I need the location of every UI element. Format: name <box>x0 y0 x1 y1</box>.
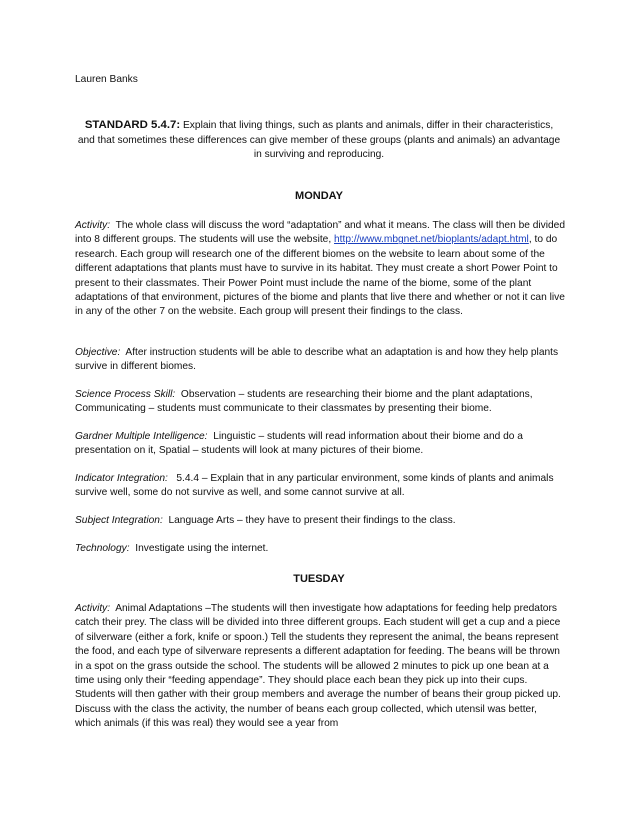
technology-text: Investigate using the internet. <box>135 543 269 554</box>
biome-website-link[interactable]: http://www.mbgnet.net/bioplants/adapt.html <box>334 234 529 246</box>
monday-objective <box>75 346 565 375</box>
author-name: Lauren Banks <box>75 74 138 85</box>
standard-label: STANDARD 5.4.7: <box>84 119 181 131</box>
tuesday-activity-label: Activity: <box>75 603 111 614</box>
indicator-label: Indicator Integration: <box>75 473 168 484</box>
science-process-label: Science Process Skill: <box>75 389 176 400</box>
monday-indicator <box>75 472 565 501</box>
standard-text: Explain that living things, such as plants and animals, differ in their characteristics, and that sometimes these differences can give member of these groups (plants and animals) an advantage in surviving and reproducing. <box>77 120 561 161</box>
tuesday-activity-text: Animal Adaptations –The students will then investigate how adaptations for feeding help predators catch their prey. The class will be divided into three different groups. Each student will get a cup and a piece of silverware (either a fork, knife or spoon.) Tell the students they represent the animal, the beans represent the food, and each type of silverware represents a different adaptation for feeding. The beans will be thrown in a spot on the grass outside the school. The students will be allowed 2 minutes to pick up one bean at a time using only their “feeding appendage”. They should place each bean they pick up into their cups. Students will then gather with their group members and average the number of beans their group picked up. Discuss with the class the activity, the number of beans each group collected, which utensil was better, which animals (if this was real) they would see a year from <box>75 603 561 730</box>
indicator-text: 5.4.4 – Explain that in any particular environment, some kinds of plants and animals survive well, some do not survive as well, and some cannot survive at all. <box>75 473 554 499</box>
activity-label: Activity: <box>75 220 111 231</box>
monday-subject <box>75 514 565 528</box>
gardner-text: Linguistic – students will read information about their biome and do a presentation on it, Spatial – students will look at many pictures of their biome. <box>75 431 523 457</box>
activity-text-rest: , to do research. Each group will research one of the different biomes on the website to learn about some of the different adaptations that plants must have to survive in its habitat. They must create a short Power Point to present to their classmates. Their Power Point must include the name of the biome, some of the plant adaptations of that environment, pictures of the biome and plants that live there and whether or not it can live in any of the other 7 on the website. Each group will present their findings to the class. <box>75 234 565 318</box>
objective-text: After instruction students will be able to describe what an adaptation is and how they help plants survive in different biomes. <box>75 347 559 373</box>
subject-text: Language Arts – they have to present their findings to the class. <box>168 515 456 526</box>
technology-label: Technology: <box>75 543 130 554</box>
gardner-label: Gardner Multiple Intelligence: <box>75 431 208 442</box>
monday-gardner <box>75 430 565 459</box>
subject-label: Subject Integration: <box>75 515 163 526</box>
monday-activity <box>75 219 565 320</box>
standard-block <box>75 118 563 163</box>
monday-technology <box>75 542 565 556</box>
tuesday-activity <box>75 602 565 732</box>
activity-text-intro: The whole class will discuss the word “adaptation” and what it means. The class will then be divided into 8 different groups. The students will use the website, <box>75 220 566 246</box>
monday-heading: MONDAY <box>295 190 343 202</box>
monday-science-process <box>75 388 565 417</box>
science-process-text: Observation – students are researching their biome and the plant adaptations, Communicating – students must communicate to their classmates by presenting their biome. <box>75 389 533 415</box>
objective-label: Objective: <box>75 347 121 358</box>
tuesday-heading: TUESDAY <box>293 573 345 585</box>
